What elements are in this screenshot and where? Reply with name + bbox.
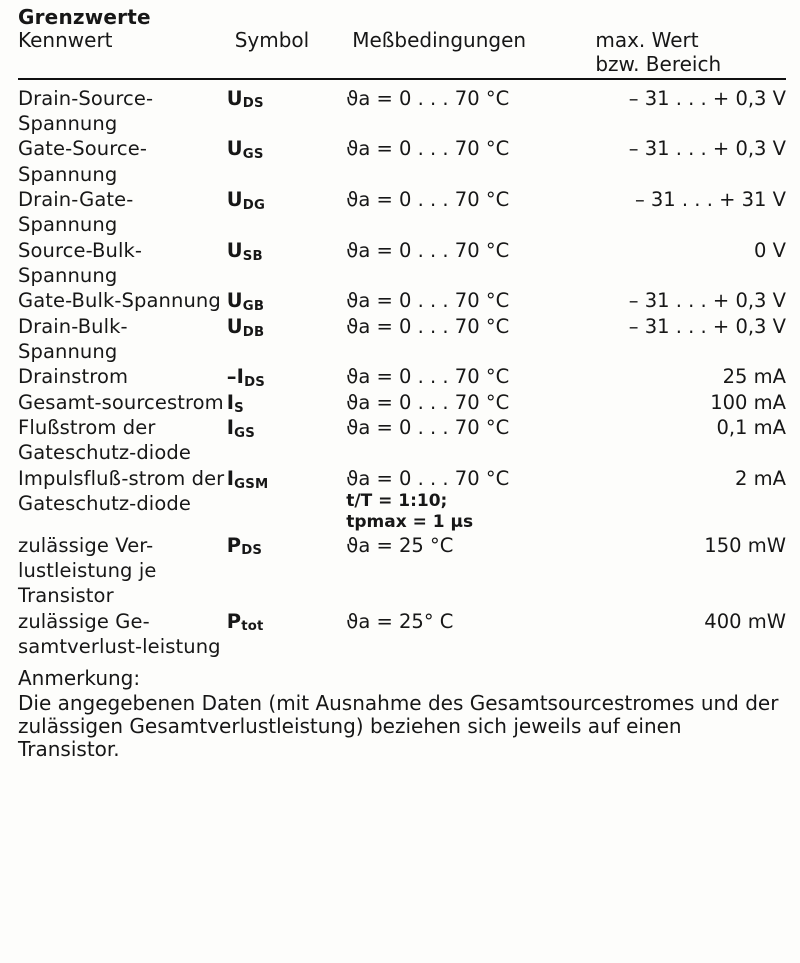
symbol-subscript: S xyxy=(234,400,244,416)
symbol-base: U xyxy=(226,238,243,262)
table-row xyxy=(18,187,786,238)
row-condition xyxy=(346,415,585,466)
table-row xyxy=(18,390,786,415)
row-condition xyxy=(346,136,585,187)
row-symbol xyxy=(227,466,347,533)
row-value: 25 mA xyxy=(722,365,786,389)
condition-main: ϑa = 0 . . . 70 °C xyxy=(346,416,510,440)
condition-main: ϑa = 0 . . . 70 °C xyxy=(346,238,510,262)
row-symbol xyxy=(227,136,347,187)
row-name: zulässige Ge-samtverlust-leistung xyxy=(18,609,221,658)
row-value: 2 mA xyxy=(735,466,786,490)
row-condition xyxy=(346,533,585,609)
table-row xyxy=(18,288,786,313)
symbol-base: U xyxy=(226,86,243,110)
symbol-subscript: GS xyxy=(234,425,255,441)
condition-main: ϑa = 0 . . . 70 °C xyxy=(346,314,510,338)
condition-extra-2: tpmax = 1 µs xyxy=(346,511,474,532)
symbol-subscript: GS xyxy=(242,147,264,163)
table-row xyxy=(18,86,786,137)
condition-main: ϑa = 25° C xyxy=(346,609,454,633)
symbol-base: U xyxy=(226,289,243,313)
row-symbol xyxy=(227,609,347,660)
table-row xyxy=(18,415,786,466)
column-header-value-line2: bzw. Bereich xyxy=(595,51,722,76)
condition-main: ϑa = 25 °C xyxy=(346,533,454,557)
symbol-subscript: DS xyxy=(241,543,263,559)
row-name: Drain-Gate-Spannung xyxy=(18,187,134,237)
header-rule-row xyxy=(18,77,786,86)
condition-main: ϑa = 0 . . . 70 °C xyxy=(346,390,510,414)
page-title: Grenzwerte xyxy=(18,5,151,29)
table-row xyxy=(18,238,786,289)
row-symbol xyxy=(227,288,347,313)
symbol-subscript: GSM xyxy=(234,476,269,492)
row-value: – 31 . . . + 0,3 V xyxy=(628,137,786,161)
symbol-base: I xyxy=(226,390,235,414)
condition-main: ϑa = 0 . . . 70 °C xyxy=(346,187,510,211)
row-name: Drain-Source-Spannung xyxy=(18,86,154,135)
table-row xyxy=(18,466,786,533)
row-condition xyxy=(346,390,585,415)
symbol-subscript: tot xyxy=(241,619,264,635)
column-header-value xyxy=(585,29,786,76)
symbol-subscript: DS xyxy=(244,375,266,391)
row-value: 150 mW xyxy=(704,533,786,557)
row-symbol xyxy=(227,390,347,415)
row-value: – 31 . . . + 0,3 V xyxy=(628,86,786,110)
limit-values-table xyxy=(18,29,786,659)
row-condition xyxy=(346,466,585,533)
condition-main: ϑa = 0 . . . 70 °C xyxy=(346,289,510,313)
row-symbol xyxy=(227,238,347,289)
row-name: Flußstrom der Gateschutz-diode xyxy=(18,416,191,465)
row-value: 400 mW xyxy=(704,609,786,633)
condition-extra-1: t/T = 1:10; xyxy=(346,491,448,512)
symbol-subscript: SB xyxy=(242,248,263,264)
symbol-base: P xyxy=(226,609,242,633)
symbol-base: U xyxy=(226,187,243,211)
row-condition xyxy=(346,314,585,365)
column-header-value-line1: max. Wert xyxy=(595,28,699,53)
column-header-symbol: Symbol xyxy=(234,28,310,53)
row-symbol xyxy=(227,415,347,466)
symbol-base: U xyxy=(226,314,243,338)
condition-main: ϑa = 0 . . . 70 °C xyxy=(346,137,510,161)
note-text: Die angegebenen Daten (mit Ausnahme des Gesamtsourcestromes und der zulässigen Gesamtverlustleistung) beziehen sich jeweils auf einen Transistor. xyxy=(18,690,779,762)
table-row xyxy=(18,609,786,660)
row-condition xyxy=(346,187,585,238)
condition-main: ϑa = 0 . . . 70 °C xyxy=(346,365,510,389)
row-value: 0 V xyxy=(754,238,786,262)
row-symbol xyxy=(227,314,347,365)
row-name: Drainstrom xyxy=(18,365,129,389)
symbol-base: U xyxy=(226,137,243,161)
row-condition xyxy=(346,288,585,313)
row-condition xyxy=(346,86,585,137)
row-symbol xyxy=(227,187,347,238)
table-row xyxy=(18,136,786,187)
condition-main: ϑa = 0 . . . 70 °C xyxy=(346,466,510,490)
row-value: 100 mA xyxy=(710,390,786,414)
symbol-base: P xyxy=(226,533,242,557)
row-value: 0,1 mA xyxy=(716,416,786,440)
row-condition xyxy=(346,609,585,660)
table-body xyxy=(18,77,786,660)
row-name: Gate-Source-Spannung xyxy=(18,137,147,186)
row-condition xyxy=(346,238,585,289)
row-value: – 31 . . . + 31 V xyxy=(634,187,786,211)
table-row xyxy=(18,314,786,365)
row-symbol xyxy=(227,86,347,137)
table-row xyxy=(18,364,786,389)
row-symbol xyxy=(227,533,347,609)
row-value: – 31 . . . + 0,3 V xyxy=(628,289,786,313)
symbol-base: –I xyxy=(226,365,245,389)
condition-main: ϑa = 0 . . . 70 °C xyxy=(346,86,510,110)
symbol-subscript: DS xyxy=(242,96,264,112)
note-block xyxy=(18,667,786,761)
row-name: Source-Bulk-Spannung xyxy=(18,238,142,287)
header-rule-cell xyxy=(18,77,786,86)
row-value: – 31 . . . + 0,3 V xyxy=(628,314,786,338)
row-name: Gesamt-sourcestrom xyxy=(18,390,224,414)
note-label: Anmerkung: xyxy=(18,666,141,691)
symbol-subscript: DG xyxy=(242,197,266,213)
header-rule xyxy=(18,78,786,80)
row-name: Gate-Bulk-Spannung xyxy=(18,289,221,313)
row-name: Drain-Bulk-Spannung xyxy=(18,314,128,364)
symbol-subscript: DB xyxy=(242,324,265,340)
row-symbol xyxy=(227,364,347,389)
row-name: Impulsfluß-strom der Gateschutz-diode xyxy=(18,466,225,516)
symbol-base: I xyxy=(226,416,235,440)
header-row xyxy=(18,29,786,76)
table-row xyxy=(18,533,786,609)
column-header-name: Kennwert xyxy=(18,28,113,53)
row-name: zulässige Ver-lustleistung je Transistor xyxy=(18,533,157,608)
row-condition xyxy=(346,364,585,389)
symbol-base: I xyxy=(226,466,235,490)
table-header xyxy=(18,29,786,76)
symbol-subscript: GB xyxy=(242,299,265,315)
column-header-conditions: Meßbedingungen xyxy=(352,28,527,53)
